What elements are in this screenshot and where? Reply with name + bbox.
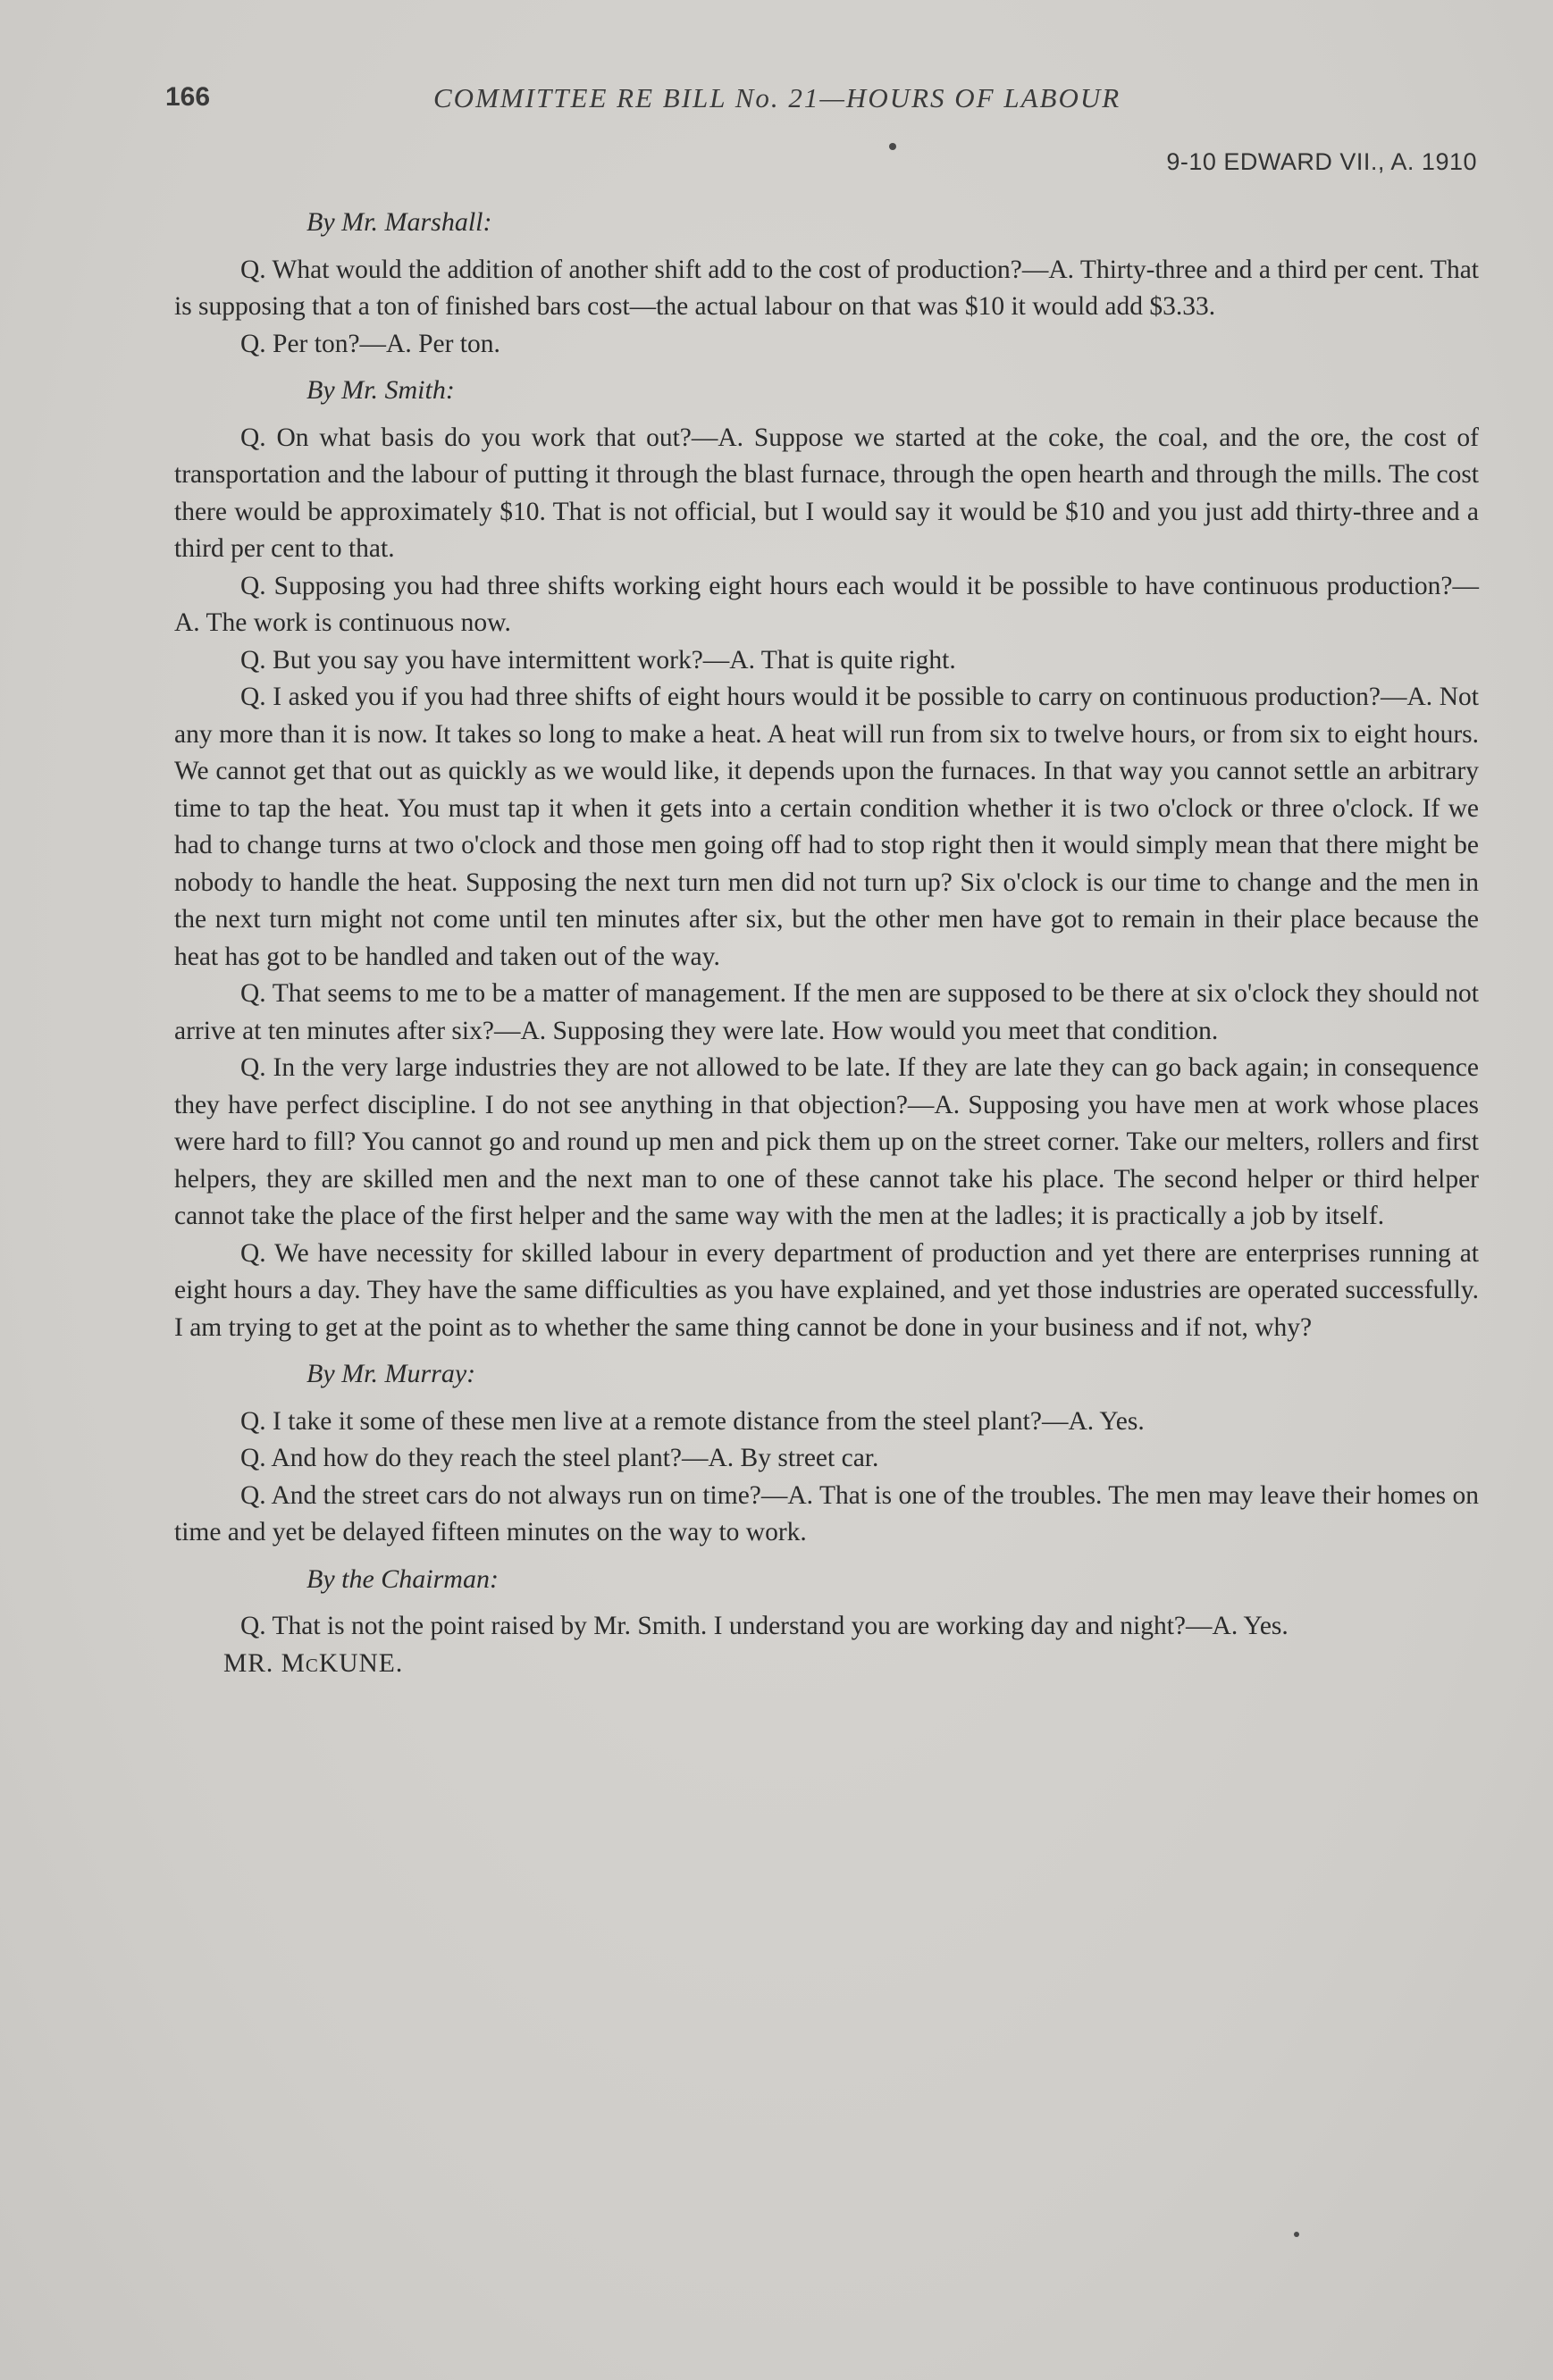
testimony-paragraph: Q. What would the addition of another shift add to the cost of production?—A. Thirty-three and a third per cent. That is supposing that a ton of finished bars cost—the actual labour on that was $10 it would add $3.33. [174,255,1479,321]
testimony-paragraph: Q. Supposing you had three shifts working eight hours each would it be possible to have continuous production?—A. The work is continuous now. [174,571,1479,637]
page-header [165,82,1479,118]
witness-name: MR. McKUNE. [223,1648,404,1678]
speaker-heading: By Mr. Marshall: [306,207,492,237]
testimony-paragraph: Q. On what basis do you work that out?—A. Suppose we started at the coke, the coal, and the ore, the cost of transportation and the labour of putting it through the blast furnace, through the open hearth and through the mills. The cost there would be approximately $10. That is not official, but I would say it would be $10 and you just add thirty-three and a third per cent to that. [174,423,1479,563]
testimony-paragraph: Q. And the street cars do not always run on time?—A. That is one of the troubles. The men may leave their homes on time and yet be delayed fifteen minutes on the way to work. [174,1480,1479,1546]
speaker-heading: By Mr. Murray: [306,1359,476,1388]
testimony-paragraph: Q. But you say you have intermittent work?—A. That is quite right. [240,645,956,675]
testimony-paragraph: Q. In the very large industries they are not allowed to be late. If they are late they can go back again; in consequence they have perfect discipline. I do not see anything in that objection?—A. Supposing you have men at work whose places were hard to fill? You cannot go and round up men and pick them up on the street corner. Take our melters, rollers and first helpers, they are skilled men and the next man to one of these cannot take his place. The second helper or third helper cannot take the place of the first helper and the same way with the men at the ladles; it is practically a job by itself. [174,1053,1479,1230]
ink-speck [1294,2232,1299,2237]
section-smith [174,372,1479,1346]
testimony-paragraph: Q. And how do they reach the steel plant?—A. By street car. [240,1444,879,1472]
transcript-body [174,195,1479,1682]
section-marshall [174,204,1479,363]
testimony-paragraph: Q. That seems to me to be a matter of management. If the men are supposed to be there at six o'clock they should not arrive at ten minutes after six?—A. Supposing they were late. How would you meet that condition. [174,979,1479,1045]
section-chairman [174,1561,1479,1646]
speaker-heading: By Mr. Smith: [306,375,455,405]
running-title: COMMITTEE RE BILL No. 21—HOURS OF LABOUR [433,82,1121,113]
speaker-heading: By the Chairman: [306,1563,499,1594]
testimony-paragraph: Q. Per ton?—A. Per ton. [240,329,500,358]
page-number: 166 [165,82,211,112]
testimony-paragraph: Q. I asked you if you had three shifts of eight hours would it be possible to carry on continuous production?—A. Not any more than it is now. It takes so long to make a heat. A heat will run from six to twelve hours, or from six to eight hours. We cannot get that out as quickly as we would like, it depends upon the furnaces. In that way you cannot settle an arbitrary time to tap the heat. You must tap it when it gets into a certain condition whether it is two o'clock or three o'clock. If we had to change turns at two o'clock and those men going off had to stop right then it would simply mean that there might be nobody to handle the heat. Supposing the next turn men did not turn up? Six o'clock is our time to change and the men in the next turn might not come until ten minutes after six, but the other men have got to remain in their place because the heat has got to be handled and taken out of the way. [174,683,1479,971]
section-murray [174,1355,1479,1552]
testimony-paragraph: Q. We have necessity for skilled labour in every department of production and yet there are enterprises running at eight hours a day. They have the same difficulties as you have explained, and yet those industries are operated successfully. I am trying to get at the point as to whether the same thing cannot be done in your business and if not, why? [174,1238,1479,1342]
ink-speck [889,143,896,150]
testimony-paragraph: Q. I take it some of these men live at a remote distance from the steel plant?—A. Yes. [240,1406,1145,1436]
testimony-paragraph: Q. That is not the point raised by Mr. Smith. I understand you are working day and night?—A. Yes. [240,1612,1289,1640]
session-reference: 9-10 EDWARD VII., A. 1910 [1166,148,1477,175]
